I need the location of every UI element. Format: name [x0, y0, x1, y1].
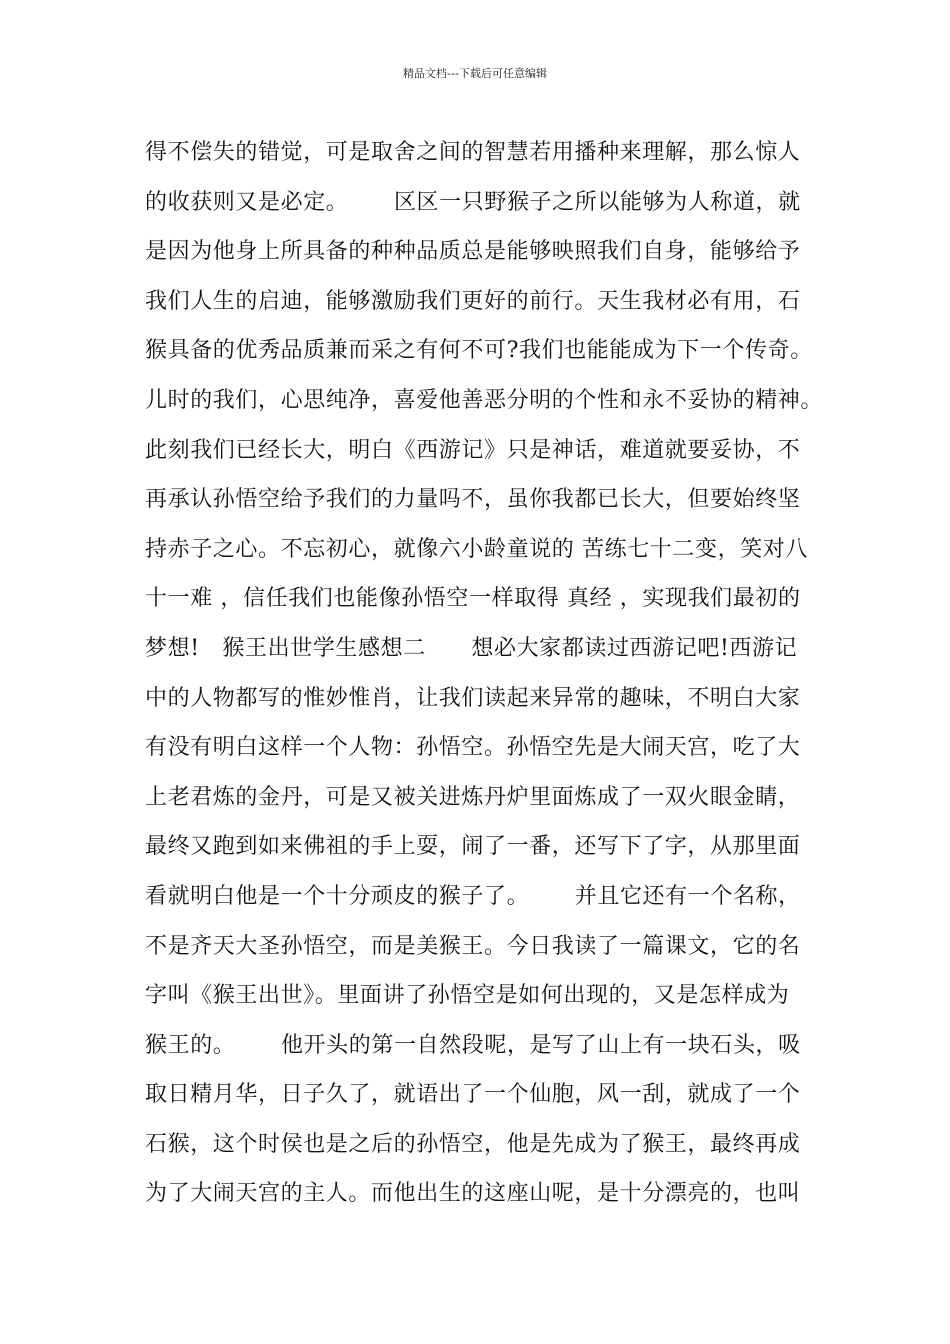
text-line: 为了大闹天宫的主人。而他出生的这座山呢，是十分漂亮的，也叫 — [145, 1181, 801, 1207]
text-line: 十一难 ，信任我们也能像孙悟空一样取得 真经 ，实现我们最初的 — [145, 586, 801, 612]
text-line: 我们人生的启迪，能够激励我们更好的前行。天生我材必有用，石 — [145, 288, 801, 314]
text-line: 中的人物都写的惟妙惟肖，让我们读起来异常的趣味，不明白大家 — [145, 685, 801, 711]
text-line: 的收获则又是必定。 区区一只野猴子之所以能够为人称道，就 — [145, 189, 801, 215]
text-line: 字叫《猴王出世》。里面讲了孙悟空是如何出现的，又是怎样成为 — [145, 983, 790, 1009]
text-line: 儿时的我们，心思纯净，喜爱他善恶分明的个性和永不妥协的精神。 — [145, 387, 824, 413]
text-line: 此刻我们已经长大，明白《西游记》只是神话，难道就要妥协，不 — [145, 437, 801, 463]
text-line: 持赤子之心。不忘初心，就像六小龄童说的 苦练七十二变，笑对八 — [145, 536, 808, 562]
document-body — [145, 128, 835, 1219]
text-line: 有没有明白这样一个人物：孙悟空。孙悟空先是大闹天宫，吃了大 — [145, 735, 801, 761]
text-line: 最终又跑到如来佛祖的手上耍，闹了一番，还写下了字，从那里面 — [145, 834, 801, 860]
text-line: 再承认孙悟空给予我们的力量吗不，虽你我都已长大，但要始终坚 — [145, 487, 801, 513]
text-line: 不是齐天大圣孙悟空，而是美猴王。今日我读了一篇课文，它的名 — [145, 933, 801, 959]
text-line: 猴王的。 他开头的第一自然段呢，是写了山上有一块石头，吸 — [145, 1032, 801, 1058]
text-line: 石猴，这个时侯也是之后的孙悟空，他是先成为了猴王，最终再成 — [145, 1131, 801, 1157]
text-line: 看就明白他是一个十分顽皮的猴子了。 并且它还有一个名称， — [145, 883, 801, 909]
text-line: 是因为他身上所具备的种种品质总是能够映照我们自身，能够给予 — [145, 239, 801, 265]
text-line: 取日精月华，日子久了，就语出了一个仙胞，风一刮，就成了一个 — [145, 1082, 801, 1108]
text-line: 上老君炼的金丹，可是又被关进炼丹炉里面炼成了一双火眼金睛， — [145, 784, 801, 810]
text-line: 猴具备的优秀品质兼而采之有何不可?我们也能能成为下一个传奇。 — [145, 338, 813, 364]
text-line: 得不偿失的错觉，可是取舍之间的智慧若用播种来理解，那么惊人 — [145, 140, 801, 165]
page-header: 精品文档---下载后可任意编辑 — [403, 67, 547, 80]
text-line: 梦想! 猴王出世学生感想二 想必大家都读过西游记吧!西游记 — [145, 635, 798, 661]
